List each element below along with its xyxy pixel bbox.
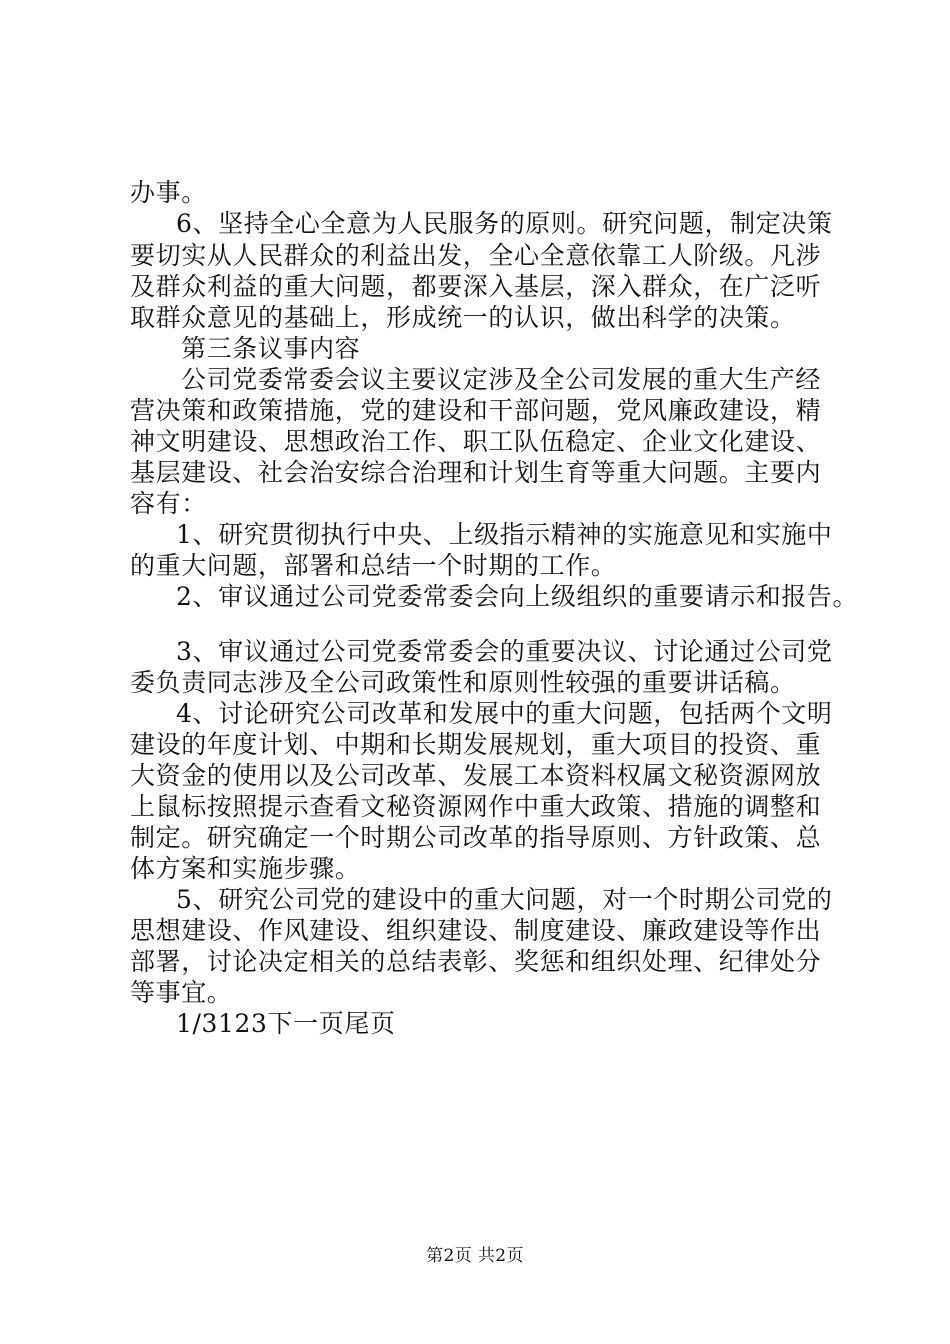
text-line: 营决策和政策措施，党的建设和干部问题，党风廉政建设，精 — [130, 396, 822, 425]
text-line: 取群众意见的基础上，形成统一的认识，做出科学的决策。 — [130, 303, 796, 332]
text-line: 办事。 — [130, 178, 207, 207]
text-line: 容有： — [130, 489, 207, 518]
page-footer: 第2页 共2页 — [426, 1246, 524, 1266]
text-line: 神文明建设、思想政治工作、职工队伍稳定、企业文化建设、 — [130, 427, 822, 456]
text-line: 部署，讨论决定相关的总结表彰、奖惩和组织处理、纪律处分 — [130, 947, 822, 976]
text-line: 4、讨论研究公司改革和发展中的重大问题，包括两个文明 — [176, 699, 833, 728]
text-line: 基层建设、社会治安综合治理和计划生育等重大问题。主要内 — [130, 458, 822, 487]
text-line: 3、审议通过公司党委常委会的重要决议、讨论通过公司党 — [176, 637, 833, 666]
text-line: 上鼠标按照提示查看文秘资源网作中重大政策、措施的调整和 — [130, 792, 822, 821]
text-line: 大资金的使用以及公司改革、发展工本资料权属文秘资源网放 — [130, 761, 822, 790]
pagination-links[interactable]: 1/3123下一页尾页 — [176, 1009, 396, 1038]
text-line: 6、坚持全心全意为人民服务的原则。研究问题，制定决策 — [176, 209, 833, 238]
text-line: 制定。研究确定一个时期公司改革的指导原则、方针政策、总 — [130, 823, 822, 852]
text-line: 建设的年度计划、中期和长期发展规划，重大项目的投资、重 — [130, 730, 822, 759]
text-line: 2、审议通过公司党委常委会向上级组织的重要请示和报告。 — [176, 582, 859, 611]
text-line: 1、研究贯彻执行中央、上级指示精神的实施意见和实施中 — [176, 520, 833, 549]
text-line: 公司党委常委会议主要议定涉及全公司发展的重大生产经 — [181, 365, 822, 394]
text-line: 的重大问题，部署和总结一个时期的工作。 — [130, 551, 617, 580]
text-line: 思想建设、作风建设、组织建设、制度建设、廉政建设等作出 — [130, 916, 822, 945]
text-line: 5、研究公司党的建设中的重大问题，对一个时期公司党的 — [176, 885, 833, 914]
section-heading: 第三条议事内容 — [181, 334, 361, 363]
text-line: 等事宜。 — [130, 978, 233, 1007]
text-line: 体方案和实施步骤。 — [130, 854, 361, 883]
text-line: 及群众利益的重大问题，都要深入基层，深入群众，在广泛听 — [130, 272, 822, 301]
text-line: 要切实从人民群众的利益出发，全心全意依靠工人阶级。凡涉 — [130, 241, 822, 270]
text-line: 委负责同志涉及全公司政策性和原则性较强的重要讲话稿。 — [130, 668, 796, 697]
